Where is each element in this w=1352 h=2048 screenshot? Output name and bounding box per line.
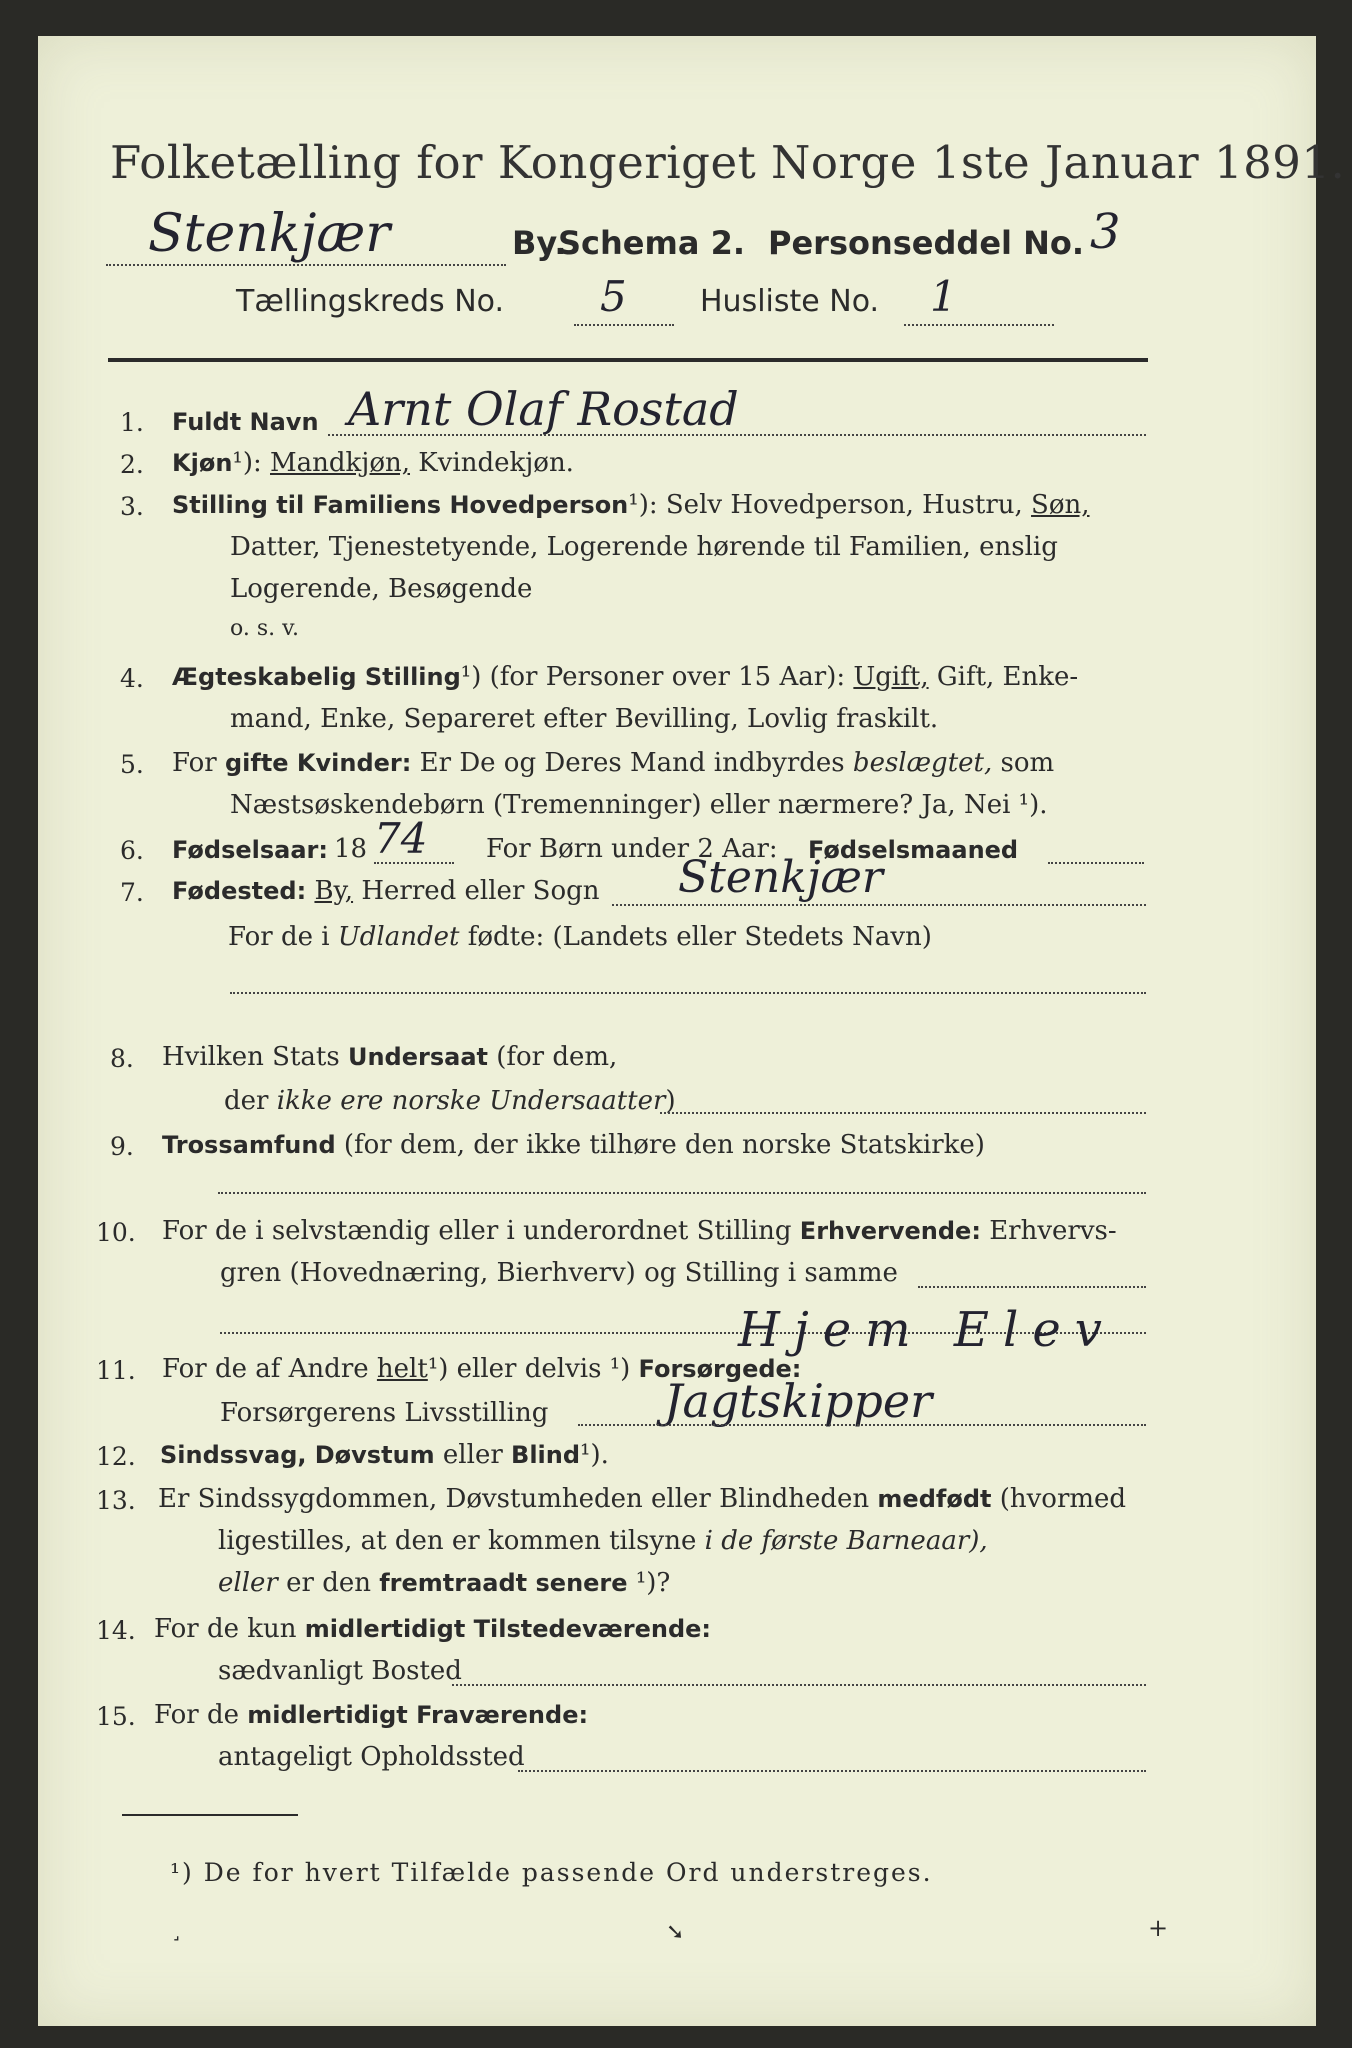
text: eller (218, 1568, 278, 1598)
field-number: 5. (120, 750, 144, 779)
footnote-rule (122, 1814, 298, 1816)
foreign-dots (230, 992, 1146, 994)
text: (hvormed (999, 1484, 1127, 1514)
husliste-dots (904, 324, 1054, 326)
year-dots (374, 862, 454, 864)
superscript-note: ¹): (628, 490, 658, 520)
field-label: Ægteskabelig Stilling (172, 663, 461, 691)
text: eller (442, 1440, 503, 1470)
option-text: (for Personer over 15 Aar): (489, 662, 846, 692)
footnote: ¹) De for hvert Tilfælde passende Ord understreges. (170, 1858, 933, 1887)
field-label: midlertidigt Fraværende: (247, 1701, 589, 1729)
text: Udlandet (337, 922, 460, 952)
birthplace-dots (612, 904, 1146, 906)
residence-dots (452, 1684, 1146, 1686)
superscript-note: ¹)? (635, 1568, 671, 1598)
field-label: Kjøn (172, 449, 233, 477)
taellingskreds-value: 5 (600, 272, 627, 321)
month-dots (1048, 862, 1144, 864)
city-dotted-line (106, 264, 506, 266)
text: (for dem, der ikke tilhøre den norske Statskirke) (343, 1130, 985, 1160)
religion-dots (218, 1192, 1146, 1194)
name-value: Arnt Olaf Rostad (348, 382, 739, 436)
option-text: Logerende, Besøgende (230, 574, 533, 604)
option-text: Selv Hovedperson, Hustru, (665, 490, 1023, 520)
option: Kvindekjøn. (418, 448, 574, 478)
occupation-dots-1 (918, 1286, 1146, 1288)
text: ikke ere norske Undersaatter (276, 1086, 666, 1116)
field-number: 6. (120, 836, 144, 865)
text: antageligt Opholdssted (218, 1742, 525, 1772)
selected-option: Søn, (1031, 490, 1090, 520)
text: For de af Andre (162, 1354, 369, 1384)
field-number: 1. (120, 408, 144, 437)
text: For de kun (154, 1614, 297, 1644)
field-label: Fødselsmaaned (808, 836, 1019, 864)
text: Hvilken Stats (162, 1042, 340, 1072)
personseddel-label: Personseddel No. (768, 224, 1085, 262)
census-form (38, 36, 1346, 2026)
field-label: Fødselsaar: (172, 836, 328, 864)
text: sædvanligt Bosted (218, 1656, 462, 1686)
field-label: Døvstum (314, 1441, 435, 1469)
option-text: mand, Enke, Separeret efter Bevilling, Lovlig fraskilt. (230, 704, 939, 734)
personseddel-value: 3 (1090, 204, 1121, 260)
field-label: Fuldt Navn (172, 408, 319, 436)
selected-option: By, (314, 876, 354, 906)
field-number: 3. (120, 492, 144, 521)
text: Forsørgerens Livsstilling (220, 1398, 549, 1428)
text: For de i selvstændig eller i underordnet Stilling (162, 1216, 792, 1246)
provider-dots (578, 1424, 1146, 1426)
absence-dots (518, 1770, 1146, 1772)
field-number: 13. (96, 1486, 136, 1515)
field-number: 12. (96, 1442, 136, 1471)
husliste-value: 1 (930, 272, 957, 321)
provider-occupation-value: Jagtskipper (664, 1374, 933, 1428)
field-number: 9. (110, 1132, 134, 1161)
field-label: Trossamfund (162, 1131, 336, 1159)
text: ) (665, 1086, 676, 1116)
field-number: 8. (110, 1044, 134, 1073)
field-number: 2. (120, 450, 144, 479)
field-label: medfødt (877, 1485, 992, 1513)
plus-mark-icon: + (1148, 1914, 1169, 1942)
superscript-note: ¹) (460, 662, 482, 692)
text: Er De og Deres Mand indbyrdes (419, 748, 845, 778)
option-text: Datter, Tjenestetyende, Logerende hørende til Familien, enslig (230, 532, 1058, 562)
field-label: Erhvervende: (799, 1217, 981, 1245)
superscript-note: ¹). (580, 1440, 609, 1470)
text: Næstsøskendebørn (Tremenninger) eller nærmere? Ja, Nei ¹). (230, 790, 1048, 820)
by-label: By. (512, 224, 567, 262)
taellingskreds-label: Tællingskreds No. (236, 284, 504, 319)
text: ¹) eller delvis ¹) (427, 1354, 631, 1384)
field-number: 4. (120, 664, 144, 693)
option-text: o. s. v. (230, 616, 299, 641)
schema-label: Schema 2. (558, 224, 745, 262)
field-number: 11. (96, 1356, 136, 1385)
text: gren (Hovednæring, Bierhverv) og Stilling i samme (220, 1258, 898, 1288)
form-title: Folketælling for Kongeriget Norge 1ste Januar 1891. (110, 136, 1346, 189)
field-label: gifte Kvinder: (224, 749, 412, 777)
occupation-value: Hjem Elev (738, 1302, 1116, 1358)
text: beslægtet, (852, 748, 993, 778)
field-label: Undersaat (347, 1043, 488, 1071)
name-dots (328, 434, 1146, 436)
city-handwritten: Stenkjær (148, 204, 391, 264)
header-rule (108, 358, 1148, 362)
field-number: 10. (96, 1218, 136, 1247)
field-number: 7. (120, 878, 144, 907)
field-label: fremtraadt senere (379, 1569, 628, 1597)
text: Erhvervs- (989, 1216, 1117, 1246)
text: ligestilles, at den er kommen tilsyne (218, 1526, 697, 1556)
corner-mark-icon: ˼ (172, 1912, 181, 1942)
text: er den (286, 1568, 371, 1598)
text: som (1000, 748, 1055, 778)
superscript-note: ¹): (232, 448, 262, 478)
field-label: Stilling til Familiens Hovedperson (172, 491, 629, 519)
text: der (224, 1086, 269, 1116)
field-label: Sindssvag, (160, 1441, 307, 1469)
citizenship-dots (660, 1112, 1146, 1114)
text: Er Sindssygdommen, Døvstumheden eller Blindheden (158, 1484, 870, 1514)
field-label: Fødested: (172, 877, 307, 905)
birthplace-value: Stenkjær (678, 852, 883, 903)
text: For de i (228, 922, 330, 952)
selected-option: Ugift, (853, 662, 929, 692)
year-prefix: 18 (334, 834, 368, 864)
selected-option: helt (376, 1354, 428, 1384)
option-text: Gift, Enke- (936, 662, 1079, 692)
birth-year-value: 74 (374, 814, 428, 863)
text: fødte: (Landets eller Stedets Navn) (467, 922, 932, 952)
arrow-mark-icon: ➘ (666, 1920, 685, 1945)
text: For (172, 748, 217, 778)
field-number: 14. (96, 1616, 136, 1645)
taellingskreds-dots (574, 324, 674, 326)
text: i de første Barneaar), (704, 1526, 988, 1556)
field-number: 15. (96, 1702, 136, 1731)
option-text: Herred eller Sogn (361, 876, 600, 906)
field-label: Forsørgede: (638, 1355, 802, 1383)
text: For Børn under 2 Aar: (486, 834, 778, 864)
text: For de (154, 1700, 239, 1730)
field-label: midlertidigt Tilstedeværende: (304, 1615, 712, 1643)
field-label: Blind (511, 1441, 581, 1469)
text: (for dem, (496, 1042, 618, 1072)
husliste-label: Husliste No. (700, 284, 880, 319)
selected-option: Mandkjøn, (270, 448, 410, 478)
